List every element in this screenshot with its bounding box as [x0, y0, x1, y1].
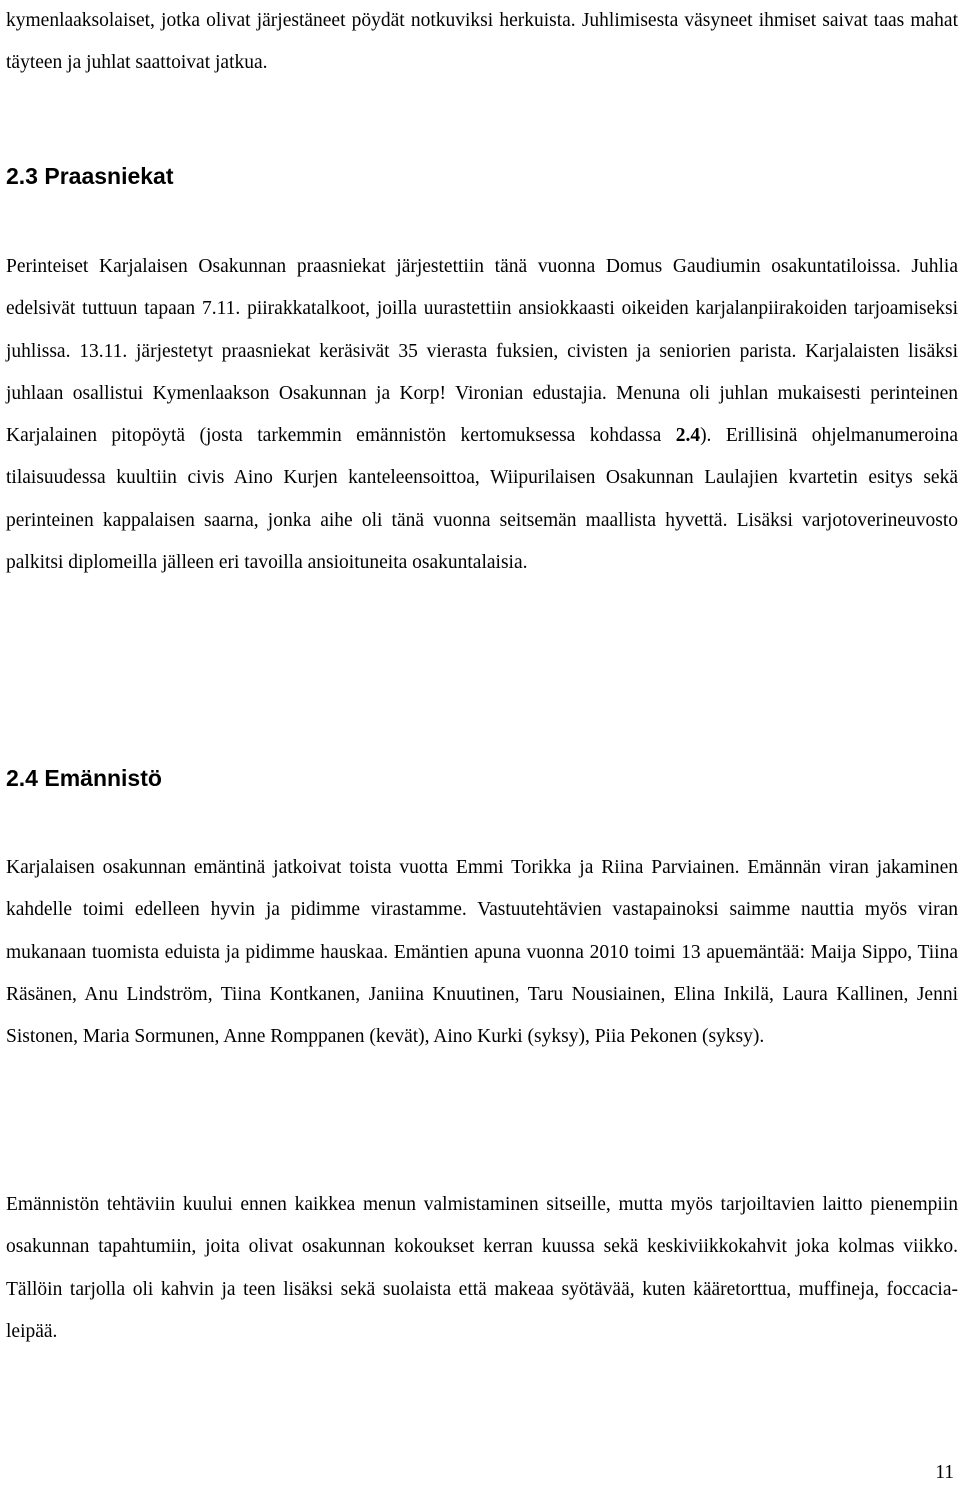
emannisto-paragraph-1: Karjalaisen osakunnan emäntinä jatkoivat toista vuotta Emmi Torikka ja Riina Parviainen. Emännän viran jakaminen kahdelle toimi edelleen hyvin ja pidimme virastamme. Vastuutehtävien vastapainoksi saimme nauttia myös viran mukanaan tuomista eduista ja pidimme hauskaa. Emäntien apuna vuonna 2010 toimi 13 apuemäntää: Maija Sippo, Tiina Räsänen, Anu Lindström, Tiina Kontkanen, Janiina Knuutinen, Taru Nousiainen, Elina Inkilä, Laura Kallinen, Jenni Sistonen, Maria Sormunen, Anne Romppanen (kevät), Aino Kurki (syksy), Piia Pekonen (syksy). [6, 857, 958, 1048]
section-heading-emannisto: 2.4 Emännistö [6, 765, 162, 791]
section-reference: 2.4 [675, 425, 701, 447]
intro-paragraph: kymenlaaksolaiset, jotka olivat järjestäneet pöydät notkuviksi herkuista. Juhlimisesta väsyneet ihmiset saivat taas mahat täyteen ja juhlat saattoivat jatkua. [6, 10, 958, 74]
praasniekat-text-part-1: Perinteiset Karjalaisen Osakunnan praasniekat järjestettiin tänä vuonna Domus Gaudiumin osakuntatiloissa. Juhlia edelsivät tuttuun tapaan 7.11. piirakkatalkoot, joilla uurastettiin ansiokkaasti oikeiden karjalanpiirakoiden tarjoamiseksi juhlissa. 13.11. järjestetyt praasniekat keräsivät 35 vierasta fuksien, civisten ja seniorien parista. Karjalaisten lisäksi juhlaan osallistui Kymenlaakson Osakunnan ja Korp! Vironian edustajia. Menuna oli juhlan mukaisesti perinteinen Karjalainen pitopöytä (josta tarkemmin emännistön kertomuksessa kohdassa [6, 256, 958, 447]
praasniekat-paragraph [6, 246, 958, 584]
page-number: 11 [935, 1462, 954, 1483]
emannisto-paragraph-2: Emännistön tehtäviin kuului ennen kaikkea menun valmistaminen sitseille, mutta myös tarjoiltavien laitto pienempiin osakunnan tapahtumiin, joita olivat osakunnan kokoukset kerran kuussa sekä keskiviikkokahvit joka kolmas viikko. Tällöin tarjolla oli kahvin ja teen lisäksi sekä suolaista että makeaa syötävää, kuten kääretorttua, muffineja, foccacia-leipää. [6, 1194, 958, 1342]
section-heading-praasniekat: 2.3 Praasniekat [6, 163, 174, 189]
praasniekat-text-part-2: ). Erillisinä ohjelmanumeroina tilaisuudessa kuultiin civis Aino Kurjen kanteleensoittoa, Wiipurilaisen Osakunnan Laulajien kvartetin esitys sekä perinteinen kappalaisen saarna, jonka aihe oli tänä vuonna seitsemän maallista hyvettä. Lisäksi varjotoverineuvosto palkitsi diplomeilla jälleen eri tavoilla ansioituneita osakuntalaisia. [6, 425, 958, 574]
